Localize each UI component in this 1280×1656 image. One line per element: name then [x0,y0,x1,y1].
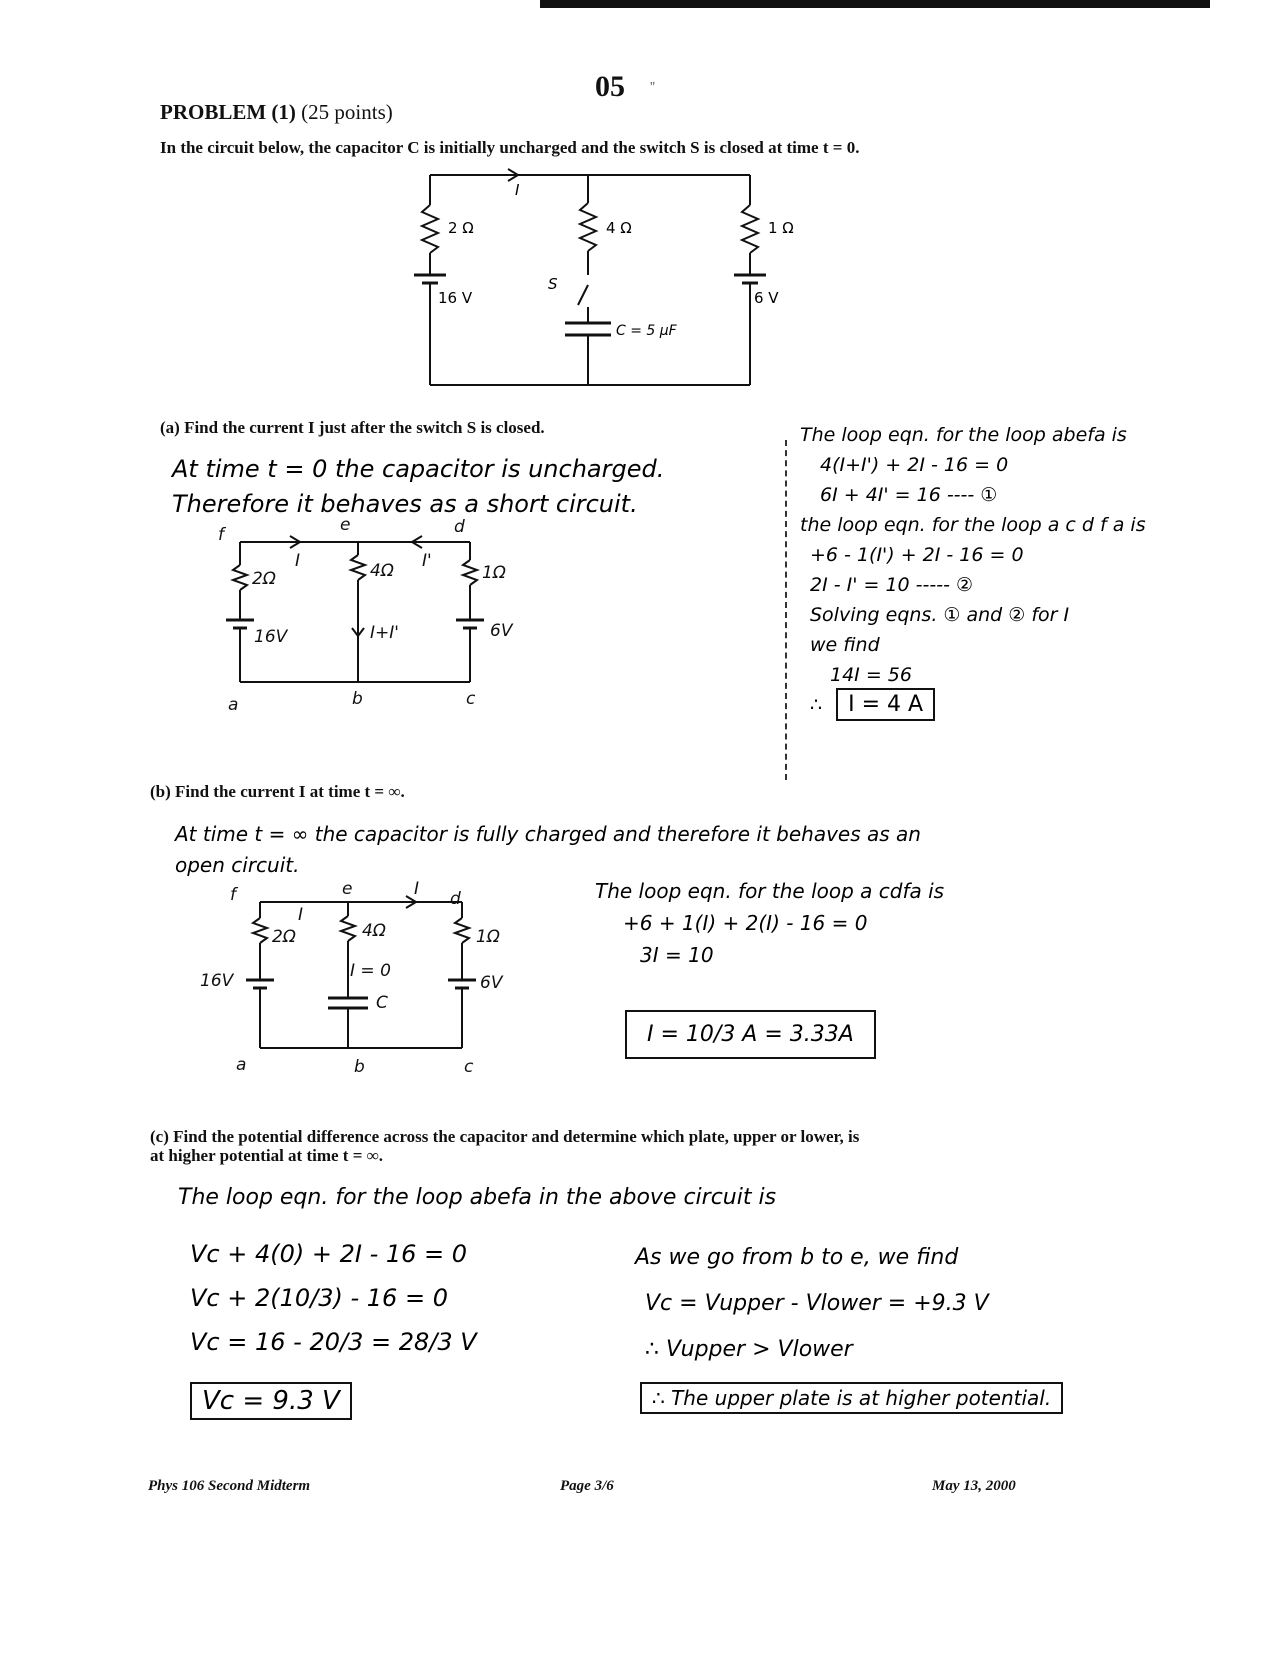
part-c-result-left-box: Vc = 9.3 V [190,1382,352,1420]
part-b-current-i: I [298,905,304,925]
main-r-left-label: 2 Ω [448,219,474,237]
part-a-current-i-prime: I' [422,551,432,571]
part-c-work-line: As we go from b to e, we find [635,1245,959,1270]
part-a-divider [785,440,787,780]
part-c-question-line2: at higher potential at time t = ∞. [150,1146,384,1165]
part-b-question: (b) Find the current I at time t = ∞. [150,782,405,801]
part-a-work-line: 2I - I' = 10 ----- ② [810,574,974,596]
part-b-r-left: 2Ω [272,927,296,947]
part-b-result-box: I = 10/3 A = 3.33A [625,1010,876,1059]
part-a-node-c: c [466,689,476,709]
part-b-node-f: f [230,885,236,905]
part-b-node-a: a [236,1055,247,1075]
part-a-node-f: f [218,525,224,545]
part-a-result-box: I = 4 A [836,688,935,721]
main-capacitor-label: C = 5 μF [616,323,677,339]
problem-title [160,100,393,125]
page-number: 05 [595,70,625,103]
part-a-r-right: 1Ω [482,563,506,583]
part-b-answer-line1: At time t = ∞ the capacitor is fully charged and therefore it behaves as an [175,822,921,846]
part-c-work-left [190,1232,477,1364]
footer-date: May 13, 2000 [932,1478,1016,1494]
part-a-answer-line2: Therefore it behaves as a short circuit. [172,490,638,518]
problem-points: (25 points) [301,100,393,124]
part-a-emf-left: 16V [254,627,288,647]
part-b-work-line: 3I = 10 [640,943,714,967]
part-b-node-c: c [464,1057,474,1077]
part-c-work-intro: The loop eqn. for the loop abefa in the above circuit is [178,1185,777,1210]
part-a-node-b: b [352,689,363,709]
problem-number: PROBLEM (1) [160,100,296,124]
footer-course: Phys 106 Second Midterm [148,1478,311,1494]
main-switch-label: S [548,275,558,293]
part-b-node-b: b [354,1057,365,1077]
main-emf-left-label: 16 V [438,289,473,307]
part-b-work-line: +6 + 1(I) + 2(I) - 16 = 0 [623,911,868,935]
page-mark: '' [650,80,656,95]
part-b-work [595,875,944,971]
part-a-work [800,420,1146,720]
therefore-symbol: ∴ [810,694,823,716]
main-r-mid-label: 4 Ω [606,219,632,237]
main-current-label: I [515,181,520,199]
part-a-node-a: a [228,695,239,715]
part-b-emf-right: 6V [480,973,503,993]
part-c-work-line: ∴ Vupper > Vlower [645,1337,853,1362]
part-a-work-line: 14I = 56 [830,664,912,686]
part-a-current-i: I [295,551,301,571]
part-c-work-line: Vc = 16 - 20/3 = 28/3 V [190,1328,477,1356]
part-a-node-e: e [340,515,351,535]
part-b-circuit-diagram [200,880,530,1080]
part-c-work-line: Vc = Vupper - Vlower = +9.3 V [645,1291,989,1316]
part-a-emf-right: 6V [490,621,513,641]
part-b-answer-line2: open circuit. [175,853,300,877]
part-a-node-d: d [454,517,465,537]
part-c-question-line1: (c) Find the potential difference across the capacitor and determine which plate, upper or lower, is [150,1127,860,1146]
part-b-cap-label: C [376,993,388,1013]
part-a-work-line: 6I + 4I' = 16 ---- ① [820,484,998,506]
part-b-node-d: d [450,889,461,909]
main-r-right-label: 1 Ω [768,219,794,237]
part-a-work-line: we find [810,634,880,656]
top-border-bar [540,0,1210,8]
main-circuit-diagram [420,165,800,395]
part-b-r-right: 1Ω [476,927,500,947]
part-a-work-line: +6 - 1(I') + 2I - 16 = 0 [810,544,1024,566]
part-a-circuit-diagram [200,515,530,720]
footer-page: Page 3/6 [560,1478,614,1494]
part-b-current-zero: I = 0 [350,961,391,981]
part-b-current-top: I [414,879,420,899]
part-c-work-line: Vc + 4(0) + 2I - 16 = 0 [190,1240,468,1268]
part-a-work-line: 4(I+I') + 2I - 16 = 0 [820,454,1009,476]
part-a-work-line: The loop eqn. for the loop abefa is [800,424,1127,446]
part-b-node-e: e [342,879,353,899]
part-a-r-mid: 4Ω [370,561,394,581]
problem-intro: In the circuit below, the capacitor C is initially uncharged and the switch S is closed at time t = 0. [160,138,860,157]
part-c-work-line: Vc + 2(10/3) - 16 = 0 [190,1284,448,1312]
part-b-emf-left: 16V [200,971,234,991]
part-c-result-right-box: ∴ The upper plate is at higher potential. [640,1382,1063,1414]
main-emf-right-label: 6 V [754,289,779,307]
part-b-work-line: The loop eqn. for the loop a cdfa is [595,879,945,903]
part-a-current-sum: I+I' [370,623,399,643]
part-a-question: (a) Find the current I just after the switch S is closed. [160,418,545,437]
part-a-answer-line1: At time t = 0 the capacitor is uncharged. [172,455,665,483]
part-a-work-line: the loop eqn. for the loop a c d f a is [800,514,1146,536]
part-a-work-line: Solving eqns. ① and ② for I [810,604,1070,626]
part-c-work-right [635,1235,989,1373]
part-b-r-mid: 4Ω [362,921,386,941]
part-a-r-left: 2Ω [252,569,276,589]
